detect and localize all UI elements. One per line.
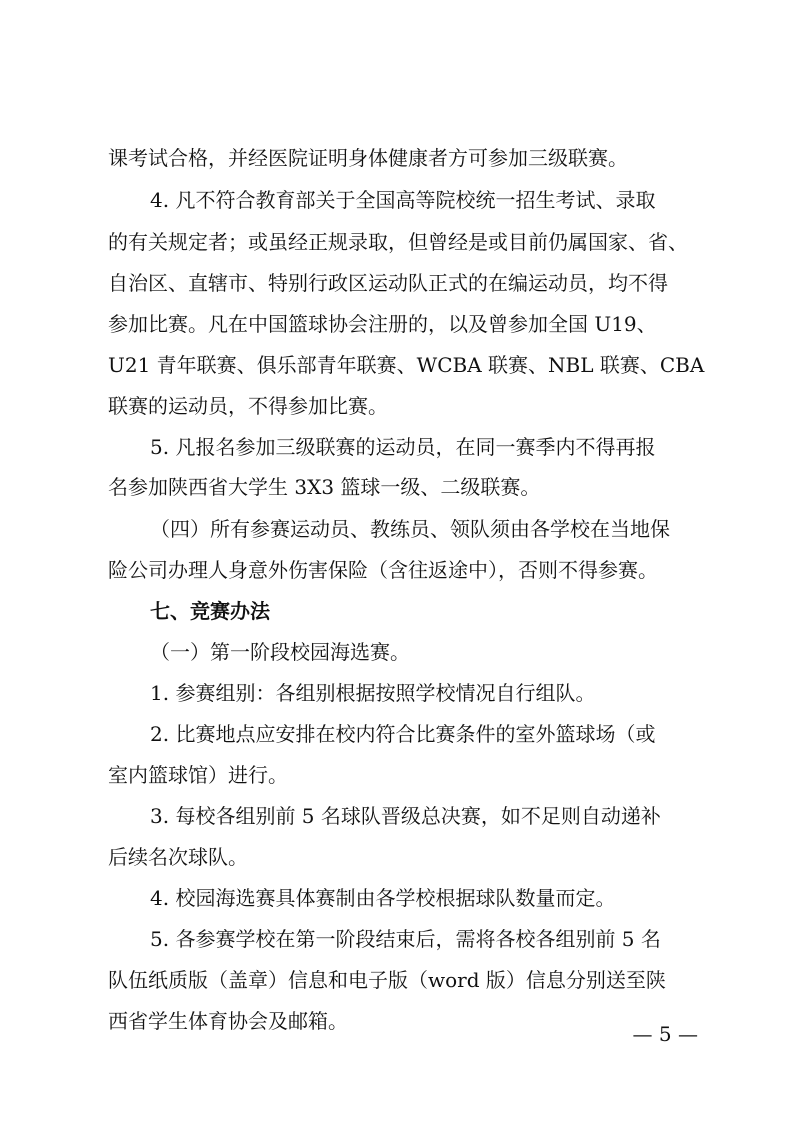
- page-number: — 5 —: [632, 1022, 698, 1046]
- document-page: 课考试合格，并经医院证明身体健康者方可参加三级联赛。 4. 凡不符合教育部关于全国高等院校统一招生考试、录取 的有关规定者；或虽经正规录取，但曾经是或目前仍属国家、省、 自治区、直辖市、特别行政区运动队正式的在编运动员，均不得 参加比赛。凡在中国篮球协会注册的，以及曾参加全国 U19、 U21 青年联赛、俱乐部青年联赛、WCBA 联赛、NBL 联赛、CBA 联赛的运动员，不得参加比赛。 5. 凡报名参加三级联赛的运动员，在同一赛季内不得再报 名参加陕西省大学生 3X3 篮球一级、二级联赛。 （四）所有参赛运动员、教练员、领队须由各学校在当地保 险公司办理人身意外伤害保险（含往返途中），否则不得参赛。 七、竞赛办法 （一）第一阶段校园海选赛。 1. 参赛组别：各组别根据按照学校情况自行组队。 2. 比赛地点应安排在校内符合比赛条件的室外篮球场（或 室内篮球馆）进行。 3. 每校各组别前 5 名球队晋级总决赛，如不足则自动递补 后续名次球队。 4. 校园海选赛具体赛制由各学校根据球队数量而定。 5. 各参赛学校在第一阶段结束后，需将各校各组别前 5 名 队伍纸质版（盖章）信息和电子版（word 版）信息分别送至陕 西省学生体育协会及邮箱。 — 5 —: [108, 146, 705, 1046]
